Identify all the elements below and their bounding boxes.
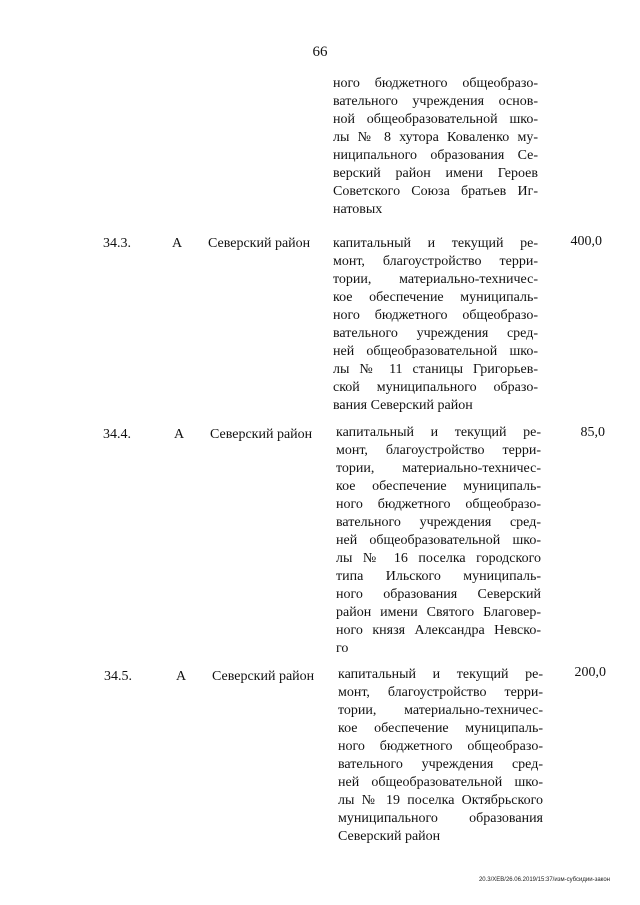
description-line: муниципального образования	[338, 811, 543, 826]
row-amount: 85,0	[580, 425, 605, 440]
row-district: Северский район	[212, 669, 315, 684]
description-line: кое обеспечение муниципаль-	[336, 479, 541, 494]
row-number: 34.4.	[103, 427, 131, 442]
description-line: капитальный и текущий ре-	[338, 667, 543, 682]
description-line: верский район имени Героев	[333, 166, 538, 181]
row-amount: 400,0	[570, 234, 602, 249]
description-line: лы № 8 хутора Коваленко му-	[333, 130, 538, 145]
description-line: ней общеобразовательной шко-	[336, 533, 541, 548]
description-line: ного бюджетного общеобразо-	[336, 497, 541, 512]
description-line: Советского Союза братьев Иг-	[333, 184, 538, 199]
description-line: монт, благоустройство терри-	[338, 685, 543, 700]
row-district: Северский район	[208, 236, 311, 251]
row-category: А	[176, 669, 187, 684]
row-amount: 200,0	[574, 665, 606, 680]
description-line: ного бюджетного общеобразо-	[333, 308, 538, 323]
description-line: вательного учреждения сред-	[333, 326, 538, 341]
description-line: кое обеспечение муниципаль-	[338, 721, 543, 736]
row-district: Северский район	[210, 427, 313, 442]
description-line: район имени Святого Благовер-	[336, 605, 541, 620]
description-line: ной общеобразовательной шко-	[333, 112, 538, 127]
description-line: вательного учреждения сред-	[336, 515, 541, 530]
row-description	[333, 235, 538, 415]
description-line: лы № 16 поселка городского	[336, 551, 541, 566]
description-line: ного князя Александра Невско-	[336, 623, 541, 638]
description-line: ного бюджетного общеобразо-	[333, 76, 538, 91]
description-line: ней общеобразовательной шко-	[333, 344, 538, 359]
footer-stamp: 20.3/ХЕВ/26.06.2019/15:37/изм-субсидии-закон	[478, 877, 610, 883]
row-number: 34.3.	[103, 236, 131, 251]
row-description	[338, 666, 543, 846]
row-category: А	[174, 427, 185, 442]
description-line: вания Северский район	[333, 398, 473, 413]
row-category: А	[172, 236, 183, 251]
description-line: ской муниципального образо-	[333, 380, 538, 395]
description-line: ней общеобразовательной шко-	[338, 775, 543, 790]
row-number: 34.5.	[104, 669, 132, 684]
description-line: монт, благоустройство терри-	[333, 254, 538, 269]
description-line: вательного учреждения основ-	[333, 94, 538, 109]
page-number: 66	[312, 44, 328, 60]
description-line: кое обеспечение муниципаль-	[333, 290, 538, 305]
description-line: лы № 11 станицы Григорьев-	[333, 362, 538, 377]
description-line: капитальный и текущий ре-	[336, 425, 541, 440]
description-line: Северский район	[338, 829, 441, 844]
description-line: тории, материально-техничес-	[336, 461, 541, 476]
description-line: капитальный и текущий ре-	[333, 236, 538, 251]
description-line: ного бюджетного общеобразо-	[338, 739, 543, 754]
description-line: монт, благоустройство терри-	[336, 443, 541, 458]
description-line: вательного учреждения сред-	[338, 757, 543, 772]
description-line: ниципального образования Се-	[333, 148, 538, 163]
description-line: тории, материально-техничес-	[333, 272, 538, 287]
description-line: типа Ильского муниципаль-	[336, 569, 541, 584]
description-line: натовых	[333, 202, 383, 217]
description-line: го	[336, 641, 349, 656]
description-line: ного образования Северский	[336, 587, 541, 602]
continuation-description	[333, 75, 538, 219]
description-line: тории, материально-техничес-	[338, 703, 543, 718]
description-line: лы № 19 поселка Октябрьского	[338, 793, 543, 808]
row-description	[336, 424, 541, 658]
